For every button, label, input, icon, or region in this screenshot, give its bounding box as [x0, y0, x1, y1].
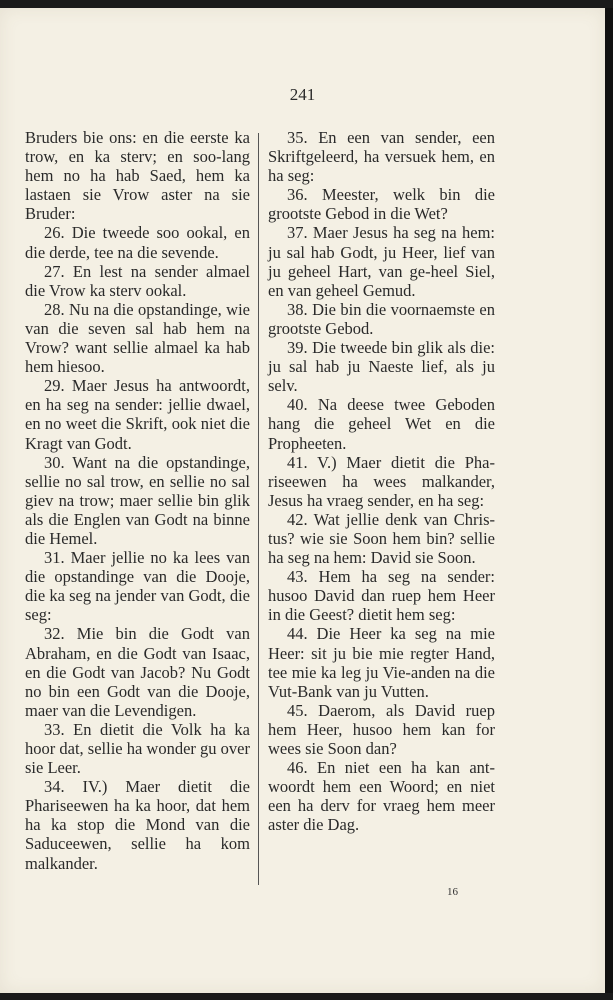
left-para-4: 29. Maer Jesus ha antwoordt, en ha seg na sender: jellie dwael, en no weet die Skrift, ook niet die Kragt van Godt.: [25, 376, 250, 453]
right-column: [268, 128, 495, 834]
left-para-2: 27. En lest na sender almael die Vrow ka sterv ookal.: [25, 261, 250, 300]
signature-mark: 16: [447, 886, 458, 898]
left-para-5: 30. Want na die opstandinge, sellie no sal trow, en sellie no sal giev na trow; maer sellie bin glik als die Englen van Godt na binne die Hemel.: [25, 452, 250, 548]
left-para-1: 26. Die tweede soo ookal, en die derde, tee na die sevende.: [25, 223, 250, 262]
left-column: [25, 128, 250, 873]
right-para-7: 42. Wat jellie denk van Chris-tus? wie sie Soon hem bin? sellie ha seg na hem: David sie Soon.: [268, 509, 495, 568]
right-para-10: 45. Daerom, als David ruep hem Heer, husoo hem kan for wees sie Soon dan?: [268, 700, 495, 758]
left-para-8: 33. En dietit die Volk ha ka hoor dat, sellie ha wonder gu over sie Leer.: [25, 719, 250, 778]
right-para-4: 39. Die tweede bin glik als die: ju sal hab ju Naeste lief, als ju selv.: [268, 338, 495, 396]
left-para-3: 28. Nu na die opstandinge, wie van die seven sal hab hem na Vrow? want sellie almael ka hab hem hiesoo.: [25, 299, 250, 377]
right-para-11: 46. En niet een ha kan ant-woordt hem een Woord; en niet een ha derv for vraeg hem meer aster die Dag.: [268, 758, 495, 835]
column-divider: [258, 133, 259, 885]
book-page: [0, 8, 605, 993]
right-para-0: 35. En een van sender, een Skriftgeleerd, ha versuek hem, en ha seg:: [268, 128, 495, 186]
right-para-3: 38. Die bin die voornaemste en grootste Gebod.: [268, 299, 495, 338]
right-para-9: 44. Die Heer ka seg na mie Heer: sit ju bie mie regter Hand, tee mie ka leg ju Vie-anden na die Vut-Bank van ju Vutten.: [268, 624, 495, 701]
page-number: 241: [289, 85, 316, 104]
page-edge: [605, 8, 613, 993]
left-para-7: 32. Mie bin die Godt van Abraham, en die Godt van Isaac, en die Godt van Jacob? Nu Godt no bin een Godt van die Dooje, maer van die Levendigen.: [25, 624, 250, 720]
right-para-8: 43. Hem ha seg na sender: husoo David dan ruep hem Heer in die Geest? dietit hem seg:: [268, 567, 495, 625]
left-para-6: 31. Maer jellie no ka lees van die opstandinge van die Dooje, die ka seg na jender van Godt, die seg:: [25, 548, 250, 625]
left-para-0: Bruders bie ons: en die eerste ka trow, en ka sterv; en soo-lang hem no ha hab Saed, hem ka lastaen sie Vrow aster na sie Bruder:: [25, 128, 250, 224]
right-para-1: 36. Meester, welk bin die grootste Gebod in die Wet?: [268, 185, 495, 224]
right-para-2: 37. Maer Jesus ha seg na hem: ju sal hab Godt, ju Heer, lief van ju geheel Hart, van ge-heel Siel, en van geheel Gemud.: [268, 223, 495, 300]
right-para-5: 40. Na deese twee Geboden hang die geheel Wet en die Propheeten.: [268, 395, 495, 453]
left-para-9: 34. IV.) Maer dietit die Phariseewen ha ka hoor, dat hem ha ka stop die Mond van die Saduceewen, sellie ha kom malkander.: [25, 777, 250, 873]
right-para-6: 41. V.) Maer dietit die Pha-riseewen ha wees malkander, Jesus ha vraeg sender, en ha seg:: [268, 452, 495, 510]
